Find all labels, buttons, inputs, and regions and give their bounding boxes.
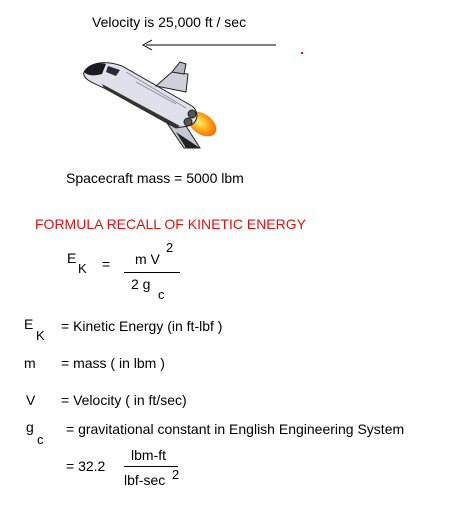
formula-heading: FORMULA RECALL OF KINETIC ENERGY bbox=[35, 216, 306, 232]
formula-denominator: 2 g bbox=[131, 276, 151, 292]
definition-symbol-gc: g bbox=[26, 419, 34, 435]
formula-numerator-superscript: 2 bbox=[166, 240, 174, 255]
formula-lhs-subscript: K bbox=[78, 261, 87, 276]
definition-text-m: = mass ( in lbm ) bbox=[61, 355, 165, 371]
space-shuttle-icon bbox=[76, 52, 226, 152]
formula-fraction-bar bbox=[124, 272, 180, 273]
velocity-label: Velocity is 25,000 ft / sec bbox=[92, 14, 247, 30]
gc-value-denominator-superscript: 2 bbox=[172, 467, 180, 482]
definition-text-ek: = Kinetic Energy (in ft-lbf ) bbox=[61, 318, 223, 334]
definition-symbol-v: V bbox=[26, 392, 36, 408]
formula-equals: = bbox=[102, 256, 111, 272]
gc-value-fraction-bar bbox=[124, 466, 178, 467]
definition-symbol-m: m bbox=[24, 355, 36, 371]
definition-text-gc: = gravitational constant in English Engineering System bbox=[66, 421, 405, 437]
arrow-left-icon bbox=[140, 38, 280, 52]
gc-value-denominator: lbf-sec bbox=[124, 472, 166, 488]
definition-subscript-gc: c bbox=[37, 432, 44, 447]
formula-denominator-subscript: c bbox=[158, 287, 165, 302]
formula-lhs-symbol: E bbox=[67, 250, 77, 266]
red-dot bbox=[301, 52, 303, 54]
gc-value-numerator: lbm-ft bbox=[131, 447, 166, 463]
formula-numerator: m V bbox=[135, 251, 160, 267]
gc-value-prefix: = 32.2 bbox=[66, 458, 106, 474]
mass-label: Spacecraft mass = 5000 lbm bbox=[66, 170, 244, 186]
definition-subscript-ek: K bbox=[36, 328, 45, 343]
definition-symbol-ek: E bbox=[24, 316, 34, 332]
definition-text-v: = Velocity ( in ft/sec) bbox=[61, 392, 187, 408]
